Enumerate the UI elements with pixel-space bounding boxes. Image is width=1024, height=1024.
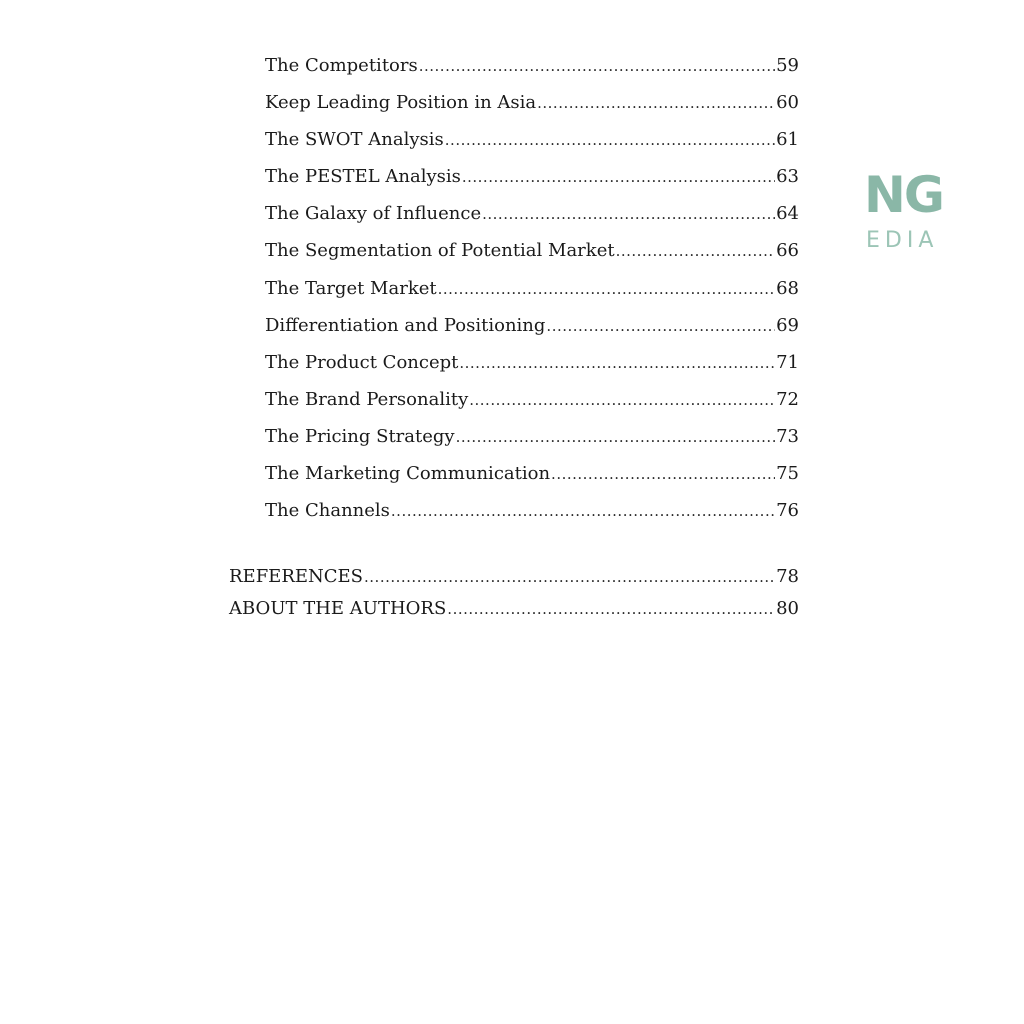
toc-section-list — [229, 566, 799, 630]
toc-entry — [265, 315, 799, 352]
toc-entry-page: 80 — [776, 598, 799, 619]
toc-entry-page: 72 — [776, 388, 799, 410]
toc-dot-leader — [445, 131, 775, 149]
toc-entry-title: The Product Concept — [265, 351, 459, 373]
toc-entry — [265, 129, 799, 166]
toc-entry — [265, 166, 799, 203]
toc-entry-title: ABOUT THE AUTHORS — [229, 598, 447, 619]
toc-entry — [265, 203, 799, 240]
toc-dot-leader — [546, 317, 775, 335]
toc-entry — [265, 389, 799, 426]
toc-entry-title: The Marketing Communication — [265, 463, 551, 485]
toc-entry-title: The Competitors — [265, 55, 418, 76]
toc-dot-leader — [551, 465, 775, 483]
toc-dot-leader — [469, 391, 775, 409]
toc-entry — [265, 426, 799, 463]
toc-entry-title: The PESTEL Analysis — [265, 166, 461, 188]
toc-dot-leader — [482, 205, 775, 223]
toc-entry-title: Differentiation and Positioning — [265, 314, 546, 336]
toc-dot-leader — [537, 94, 775, 112]
toc-entry-title: The Galaxy of Influence — [265, 203, 482, 225]
toc-dot-leader — [364, 568, 775, 586]
toc-entry-page: 75 — [776, 463, 799, 485]
toc-entry-page: 71 — [776, 351, 799, 373]
toc-entry-title: The Brand Personality — [265, 388, 469, 410]
toc-dot-leader — [447, 600, 775, 618]
toc-entry-title: The Pricing Strategy — [265, 425, 455, 447]
toc-dot-leader — [462, 168, 775, 186]
toc-entry — [265, 463, 799, 500]
toc-subsection-list — [265, 55, 799, 537]
toc-entry — [265, 92, 799, 129]
toc-entry-page: 76 — [776, 500, 799, 522]
toc-dot-leader — [438, 280, 775, 298]
toc-entry-page: 66 — [776, 240, 799, 262]
toc-dot-leader — [391, 502, 775, 520]
publisher-watermark-logo — [864, 166, 954, 260]
toc-dot-leader — [459, 354, 775, 372]
toc-entry-page: 60 — [776, 92, 799, 114]
toc-dot-leader — [456, 428, 775, 446]
toc-entry-page: 73 — [776, 425, 799, 447]
toc-entry-page: 63 — [776, 166, 799, 188]
toc-entry-page: 69 — [776, 314, 799, 336]
toc-dot-leader — [616, 242, 776, 260]
toc-entry-page: 61 — [776, 129, 799, 151]
toc-entry-page: 78 — [776, 566, 799, 587]
toc-entry-page: 64 — [776, 203, 799, 225]
toc-entry-title: The Channels — [265, 500, 390, 522]
toc-dot-leader — [419, 57, 775, 75]
watermark-top-text: NG — [864, 166, 943, 224]
toc-entry — [265, 278, 799, 315]
toc-entry-references — [229, 566, 799, 598]
toc-entry-title: The Target Market — [265, 277, 437, 299]
toc-entry — [265, 240, 799, 277]
watermark-bottom-text: EDIA — [866, 228, 939, 253]
toc-entry-page: 68 — [776, 277, 799, 299]
toc-entry-title: The Segmentation of Potential Market — [265, 240, 615, 262]
toc-entry-title: REFERENCES — [229, 566, 364, 587]
toc-entry — [265, 500, 799, 537]
toc-entry — [265, 352, 799, 389]
toc-entry — [265, 55, 799, 92]
toc-entry-page: 59 — [776, 55, 799, 76]
toc-entry-title: The SWOT Analysis — [265, 129, 444, 151]
toc-entry-title: Keep Leading Position in Asia — [265, 92, 537, 114]
toc-entry-about-the-authors — [229, 598, 799, 630]
